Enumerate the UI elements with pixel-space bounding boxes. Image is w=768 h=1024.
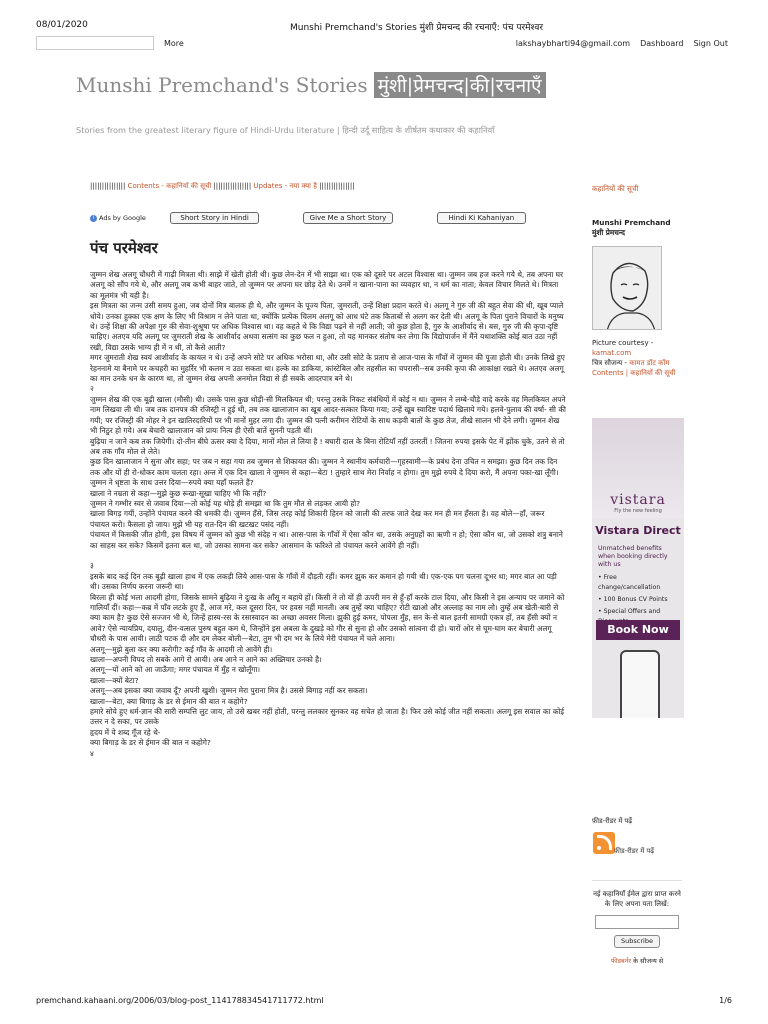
vistara-subtext: Unmatched benefits when booking directly with us — [598, 545, 668, 568]
top-links-bar — [90, 182, 510, 191]
ads-by-google[interactable] — [90, 214, 170, 222]
navbar-search-input[interactable] — [36, 36, 154, 50]
account-email: lakshaybharti94@gmail.com — [515, 39, 631, 48]
subscribe-prompt: नई कहानियाँ ईमेल द्वारा प्राप्त करने के लिए अपना पता लिखें: — [593, 890, 681, 908]
vistara-benefit: • Free change/cancellation — [598, 574, 661, 591]
post-paragraph: ४ — [90, 748, 94, 758]
vistara-ad[interactable] — [592, 418, 684, 718]
google-ads-links — [90, 211, 570, 225]
post-paragraph: मगर जुमराती शेख स्वयं आशीर्वाद के कायल न थे। उन्हें अपने सोटे पर अधिक भरोसा था, और उसी सोटे के प्रताप से आज-पास के गाँवों में जुम्मन की पूजा होती थी। उनके लिखे हुए रेहननामे या बैनामे पर कचहरी का मुहर्रिर भी कलम न उठा सकता था। हल्के का डाकिया, कांस्टेबिल और तहसील का चपरासी--सब उनकी कृपा की आकांक्षा रखते थे। अतएव अलगू का मान उनके धन के कारण था, तो जुम्मन शेख अपनी अनमोल विद्या से ही सबके आदरपात्र बने थे। — [90, 353, 565, 384]
phone-icon — [620, 650, 660, 718]
navbar-account — [516, 39, 728, 48]
subscribe-email-input[interactable] — [595, 915, 679, 929]
feedburner-link[interactable]: फीडबर्नर — [610, 957, 631, 965]
vistara-tagline: Fly the new feeling — [614, 508, 662, 514]
post-paragraph: अलगू—यों आने को आ जाऊँगा; मगर पंचायत में मुँह न खोलूँगा। — [90, 665, 261, 675]
blog-title[interactable] — [76, 72, 696, 98]
portrait-sketch-icon — [593, 247, 662, 330]
courtesy-label-hi: चित्र सौजन्य - — [592, 359, 627, 367]
author-portrait — [592, 246, 662, 330]
print-header — [0, 0, 768, 36]
author-name-en: Munshi Premchand — [592, 218, 671, 227]
post-paragraph: हृदय में ये शब्द गूँज रहे थे- — [90, 727, 161, 737]
sidebar-contents-link-2[interactable]: Contents | कहानियों की सूची — [592, 369, 676, 377]
book-now-button[interactable]: Book Now — [596, 620, 680, 640]
post-paragraph: जुम्मन ने गम्भीर स्वर से जवाब दिया—तो कोई यह थोड़े ही समझा था कि तुम मौत से लड़कर आयी हो? — [90, 498, 361, 508]
blog-title-hi[interactable]: मुंशी|प्रेमचन्द|की|रचनाएँ — [374, 72, 546, 98]
subscribe-button[interactable]: Subscribe — [614, 935, 660, 948]
vistara-ad-banner — [592, 418, 684, 518]
paragraph-gap — [90, 551, 566, 561]
post-paragraph: ३ — [90, 561, 94, 571]
courtesy-link-hi[interactable]: कामत डॉट कॉम — [629, 359, 670, 367]
contents-link[interactable]: Contents - कहानियों की सूची — [127, 182, 212, 190]
sidebar-contents-link[interactable]: कहानियों की सूची — [592, 184, 639, 193]
rss-feed-icon[interactable] — [593, 832, 615, 854]
blog-header — [76, 72, 696, 136]
print-url: premchand.kahaani.org/2006/03/blog-post_114178834541711772.html — [36, 996, 324, 1005]
sign-out-link[interactable]: Sign Out — [693, 39, 728, 48]
post-paragraph: बुढ़िया न जाने कब तक जियेगी। दो-तीन बीघे ऊसर क्या दे दिया, मानों मोल ले लिया है ! बघारी दाल के बिना रोटियाँ नहीं उतरतीं ! जितना रुपया इसके पेट में झोंक चुके, उतने से तो अब तक गाँव मोल ले लेते। — [90, 436, 565, 456]
post-paragraph: जुम्मन ने धृष्टता के साथ उत्तर दिया—रुपये क्या यहाँ फलते हैं? — [90, 478, 254, 488]
blog-title-en[interactable]: Munshi Premchand's Stories — [76, 73, 368, 97]
ads-label-text: Ads by Google — [99, 214, 146, 222]
post-paragraph: इस मित्रता का जन्म उसी समय हुआ, जब दोनों मित्र बालक ही थे, और जुम्मन के पूज्य पिता, जुमराती, उन्हें शिक्षा प्रदान करते थे। अलगू ने गुरु जी की बहुत सेवा की थी, खूब प्याले धोये। उनका हुक्का एक क्षण के लिए भी विश्राम न लेने पाता था, क्योंकि प्रत्येक चिलम अलगू को आध घंटे तक किताबों से अलग कर देती थी। अलगू के पिता पुराने विचारों के मनुष्य थे। उन्हें शिक्षा की अपेक्षा गुरु की सेवा-शुश्रूषा पर अधिक विश्वास था। वह कहते थे कि विद्या पढ़ने से नहीं आती; जो कुछ होता है, गुरु के आशीर्वाद से। बस, गुरु जी की कृपा-दृष्टि चाहिए। अतएव यदि अलगू पर जुमराती शेख के आशीर्वाद अथवा सत्संग का कुछ फल न हुआ, तो यह मानकर संतोष कर लेगा कि विद्योपार्जन में मैंने यथाशक्ति कोई बात उठा नहीं रखी, विद्या उसके भाग्य ही में न थी, तो कैसे आती? — [90, 301, 564, 352]
post-paragraph: अलगू—मुझे बुला कर क्या करोगी? कई गाँव के आदमी तो आवेंगे ही। — [90, 644, 273, 654]
picture-courtesy — [592, 338, 722, 378]
courtesy-link[interactable]: kamat.com — [592, 349, 632, 357]
feed-reader-link[interactable]: फ़ीड-रीडर में पढ़ें — [614, 847, 655, 855]
sidebar — [592, 184, 722, 378]
dashboard-link[interactable]: Dashboard — [640, 39, 684, 48]
post-paragraph: पंचायत में किसकी जीत होगी, इस विषय में जुम्मन को कुछ भी संदेह न था। आस-पास के गाँवों में ऐसा कौन था, उसके अनुग्रहों का ऋणी न हो; ऐसा कौन था, जो उसको शत्रु बनाने का साहस कर सके? किसमें इतना बल था, जो उसका सामना कर सके? आसमान के फरिश्ते तो पंचायत करने आवेंगे ही नहीं। — [90, 530, 563, 550]
post-paragraph: जुम्मन शेख की एक बूढ़ी खाला (मौसी) थी। उसके पास कुछ थोड़ी-सी मिलकियत थी; परन्तु उसके निकट संबंधियों में कोई न था। जुम्मन ने लम्बे-चौड़े वादे करके वह मिलकियत अपने नाम लिखवा ली थी। जब तक दानपत्र की रजिस्ट्री न हुई थी, तब तक खालाजान का खूब आदर-सत्कार किया गया; उन्हें खूब स्वादिष्ट पदार्थ खिलाये गये। हलवे-पुलाव की वर्षा- सी की गयी; पर रजिस्ट्री की मोहर ने इन खातिरदारियों पर भी मानों मुहर लगा दी। जुम्मन की पत्नी करीमन रोटियों के साथ कड़वी बातों के कुछ तेज, तीखे सालन भी देने लगी। जुम्मन शेख भी निठुर हो गये। अब बेचारी खालाजान को प्रायः नित्य ही ऐसी बातें सुननी पड़ती थीं। — [90, 394, 566, 436]
feedburner-credit — [592, 956, 682, 966]
print-title: Munshi Premchand's Stories मुंशी प्रेमचन्द की रचनाएँ: पंच परमेश्वर — [290, 23, 544, 33]
info-icon[interactable]: i — [90, 215, 97, 222]
blog-description: Stories from the greatest literary figure of Hindi-Urdu literature | हिन्दी उर्दू साहित्य के शीर्षतम कथाकार की कहानियाँ — [76, 125, 495, 135]
courtesy-label: Picture courtesy - — [592, 339, 654, 347]
separator-bars: ||||||||||||||| — [90, 182, 126, 190]
author-name — [592, 218, 722, 238]
vistara-logo: vistara — [610, 492, 666, 508]
post-paragraph: खाला—बेटा, क्या बिगाड़ के डर से ईमान की बात न कहोगे? — [90, 696, 248, 706]
post-paragraph: जुम्मन शेख अलगू चौधरी में गाढ़ी मित्रता थी। साझे में खेती होती थी। कुछ लेन-देन में भी साझा था। एक को दूसरे पर अटल विश्वास था। जुम्मन जब हज करने गये थे, तब अपना घर अलगू को सौंप गये थे, और अलगू जब कभी बाहर जाते, तो जुम्मन पर अपना घर छोड़ देते थे। उनमें न खाना-पाना का व्यवहार था, न धर्म का नाता; केवल विचार मिलते थे। मित्रता का मूलमंत्र भी यही है। — [90, 270, 564, 300]
author-name-hi: मुंशी प्रेमचन्द — [592, 228, 626, 237]
post-paragraph: क्या बिगाड़ के डर से ईमान की बात न कहोगे? — [90, 738, 211, 748]
post-paragraph: बिरला ही कोई भला आदमी होगा, जिसके सामने बुढ़िया ने दुःख के आँसू न बहाये हों। किसी ने तो यों ही ऊपरी मन से हूँ-हाँ करके टाल दिया, और किसी ने इस अन्याय पर जमाने को गालियाँ दीं। कहा—कब्र में पाँव लटके हुए हैं, आज मरे, कल दूसरा दिन, पर हवस नहीं मानती। अब तुम्हें क्या चाहिए? रोटी खाओ और अल्लाह का नाम लो। तुम्हें अब खेती-बारी से क्या काम है? कुछ ऐसे सज्जन भी थे, जिन्हें हास्य-रस के रसास्वादन का अच्छा अवसर मिला। झुकी हुई कमर, पोपला मुँह, सन के-से बाल इतनी सामग्री एकत्र हों, तब हँसी क्यों न आवे? ऐसे न्यायप्रिय, दयालु, दीन-वत्सल पुरुष बहुत कम थे, जिन्होंने इस अबला के दुखड़े को गौर से सुना हो और उसको सांत्वना दी हो। चारों ओर से घूम-घाम कर बेचारी अलगू चौधरी के पास आयी। लाठी पटक दी और दम लेकर बोली—बेटा, तुम भी दम भर के लिये मेरी पंचायत में चले आना। — [90, 592, 565, 644]
print-page-number: 1/6 — [719, 996, 732, 1005]
post-paragraph: खाला बिगड़ गयीं, उन्होंने पंचायत करने की धमकी दी। जुम्मन हँसे, जिस तरह कोई शिकारी हिरन को जाली की तरफ जाते देख कर मन ही मन हँसता है। वह बोले—हाँ, जरूर पंचायत करो। फैसला हो जाय। मुझे भी यह रात-दिन की खटखट पसंद नहीं। — [90, 509, 545, 529]
navbar-more-link[interactable]: More — [164, 39, 184, 48]
vistara-headline: Vistara Direct — [595, 524, 681, 537]
vistara-benefits-list — [592, 569, 684, 627]
vistara-benefit: • Special Offers and — [598, 608, 661, 615]
post-paragraph: इसके बाद कई दिन तक बूढ़ी खाला हाथ में एक लकड़ी लिये आस-पास के गाँवों में दौड़ती रहीं। कमर झुक कर कमान हो गयी थी। एक-एक पग चलना दूभर था; मगर बात आ पड़ी थी। उसका निर्णय करना जरूरी था। — [90, 571, 557, 592]
separator-bars: |||||||||||||||| — [213, 182, 252, 190]
separator-bars: ||||||||||||||| — [319, 182, 355, 190]
updates-link[interactable]: Updates - नया क्या है — [253, 182, 317, 190]
feedburner-credit-text: के सौजन्य से — [633, 957, 664, 965]
post-paragraph: हमारे सोये हुए धर्म-ज्ञान की सारी सम्पत्ति लुट जाय, तो उसे खबर नहीं होती, परन्तु ललकार सुनकर वह सचेत हो जाता है। फिर उसे कोई जीत नहीं सकता। अलगू इस सवाल का कोई उत्तर न दे सका, पर उसके — [90, 707, 565, 727]
post-paragraph: खाला ने नम्रता से कहा—मुझे कुछ रूखा-सूखा चाहिए भी कि नहीं? — [90, 488, 267, 498]
blogger-navbar — [36, 36, 738, 52]
ad-link-button[interactable]: Hindi Ki Kahaniyan — [437, 212, 526, 224]
ad-link-button[interactable]: Give Me a Short Story — [303, 212, 392, 224]
print-date: 08/01/2020 — [36, 20, 88, 30]
post-body — [90, 270, 566, 1005]
post-paragraph: कुछ दिन खालाजान ने सुना और सहा; पर जब न सहा गया तब जुम्मन से शिकायत की। जुम्मन ने स्थानीय कर्मचारी—गृहस्वामी—के प्रबंध देना उचित न समझा। कुछ दिन तक दिन तक और यों ही रो-धोकर काम चलता रहा। अन्त में एक दिन खाला ने जुम्मन से कहा—बेटा ! तुम्हारे साथ मेरा निर्वाह न होगा। तुम मुझे रुपये दे दिया करो, मैं अपना पका-खा लूँगी। — [90, 457, 559, 477]
email-subscribe — [592, 880, 682, 966]
post-paragraph: खाला—क्यों बेटा? — [90, 675, 139, 685]
feed-heading: फ़ीड-रीडर में पढ़ें — [592, 817, 633, 825]
ad-link-button[interactable]: Short Story in Hindi — [170, 212, 259, 224]
post-paragraph: खाला—अपनी विपद तो सबके आगे रो आयी। अब आने न आने का अख्तियार उनको है। — [90, 655, 322, 665]
vistara-benefit: • 100 Bonus CV Points — [598, 596, 668, 603]
post-title: पंच परमेश्वर — [90, 239, 158, 257]
post-paragraph: अलगू—अब इसका क्या जवाब दूँ? अपनी खुशी। जुम्मन मेरा पुराना मित्र है। उससे बिगाड़ नहीं कर सकता। — [90, 686, 368, 696]
post-paragraph: २ — [90, 384, 94, 394]
